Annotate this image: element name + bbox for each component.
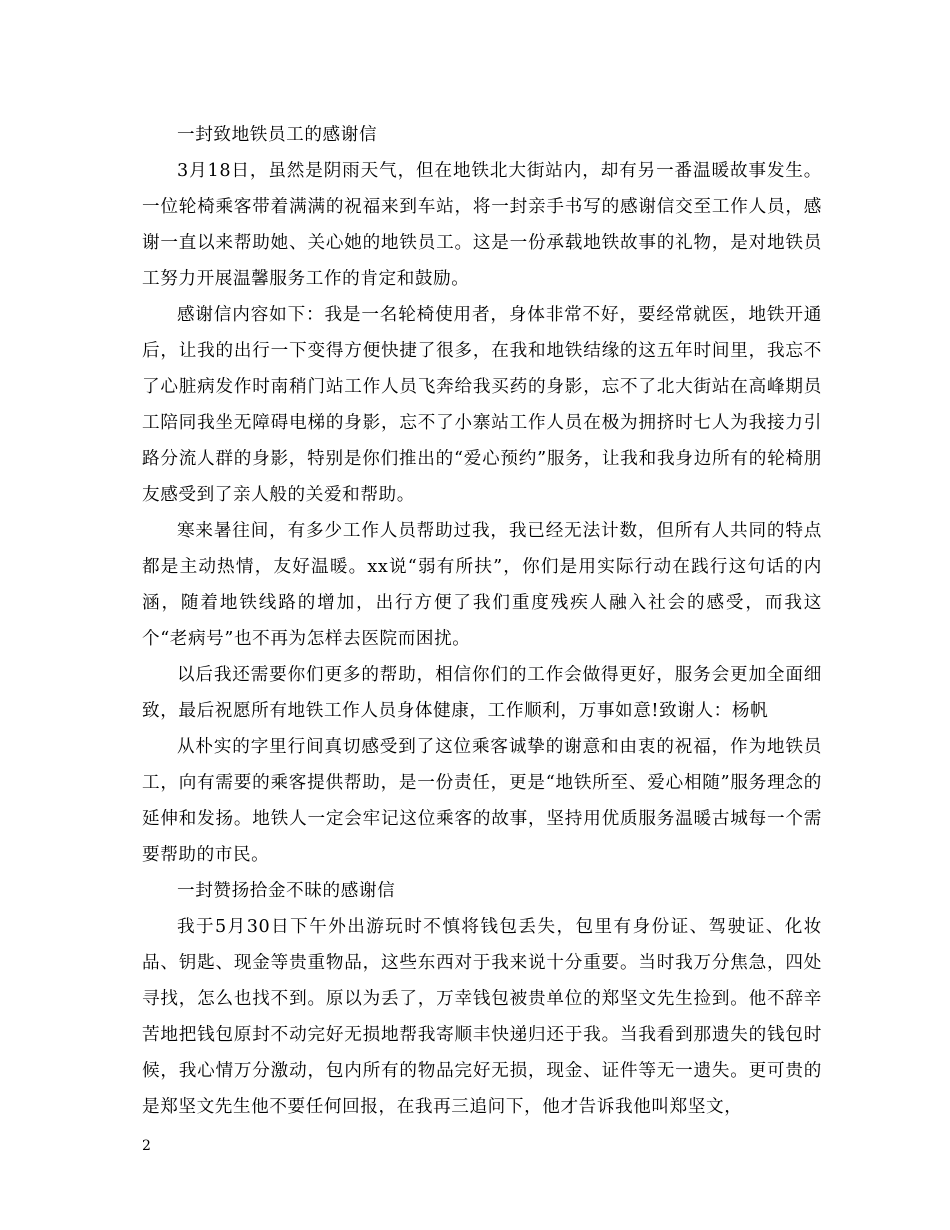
paragraph-4: 以后我还需要你们更多的帮助，相信你们的工作会做得更好，服务会更加全面细致，最后祝愿所有地铁工作人员身体健康，工作顺利，万事如意!致谢人：杨帆 — [142, 665, 822, 721]
paragraph-5: 从朴实的字里行间真切感受到了这位乘客诚挚的谢意和由衷的祝福，作为地铁员工，向有需要的乘客提供帮助，是一份责任，更是“地铁所至、爱心相随”服务理念的延伸和发扬。地铁人一定会牢记这位乘客的故事，坚持用优质服务温暖古城每一个需要帮助的市民。 — [142, 737, 822, 865]
heading-1: 一封致地铁员工的感谢信 — [177, 125, 378, 145]
document-body — [142, 117, 822, 1125]
paragraph-2: 感谢信内容如下：我是一名轮椅使用者，身体非常不好，要经常就医，地铁开通后，让我的出行一下变得方便快捷了很多，在我和地铁结缘的这五年时间里，我忘不了心脏病发作时南稍门站工作人员飞奔给我买药的身影，忘不了北大街站在高峰期员工陪同我坐无障碍电梯的身影，忘不了小寨站工作人员在极为拥挤时七人为我接力引路分流人群的身影，特别是你们推出的“爱心预约”服务，让我和我身边所有的轮椅朋友感受到了亲人般的关爱和帮助。 — [142, 305, 822, 505]
paragraph-3: 寒来暑往间，有多少工作人员帮助过我，我已经无法计数，但所有人共同的特点都是主动热情，友好温暖。xx说“弱有所扶”，你们是用实际行动在践行这句话的内涵，随着地铁线路的增加，出行方便了我们重度残疾人融入社会的感受，而我这个“老病号”也不再为怎样去医院而困扰。 — [142, 521, 822, 649]
paragraph-1: 3月18日，虽然是阴雨天气，但在地铁北大街站内，却有另一番温暖故事发生。一位轮椅乘客带着满满的祝福来到车站，将一封亲手书写的感谢信交至工作人员，感谢一直以来帮助她、关心她的地铁员工。这是一份承载地铁故事的礼物，是对地铁员工努力开展温馨服务工作的肯定和鼓励。 — [142, 161, 822, 289]
page-number: 2 — [142, 1138, 151, 1154]
paragraph-6: 我于5月30日下午外出游玩时不慎将钱包丢失，包里有身份证、驾驶证、化妆品、钥匙、现金等贵重物品，这些东西对于我来说十分重要。当时我万分焦急，四处寻找，怎么也找不到。原以为丢了，万幸钱包被贵单位的郑坚文先生捡到。他不辞辛苦地把钱包原封不动完好无损地帮我寄顺丰快递归还于我。当我看到那遗失的钱包时候，我心情万分激动，包内所有的物品完好无损，现金、证件等无一遗失。更可贵的是郑坚文先生他不要任何回报，在我再三追问下，他才告诉我他叫郑坚文， — [142, 917, 822, 1117]
heading-2: 一封赞扬拾金不昧的感谢信 — [177, 881, 396, 901]
